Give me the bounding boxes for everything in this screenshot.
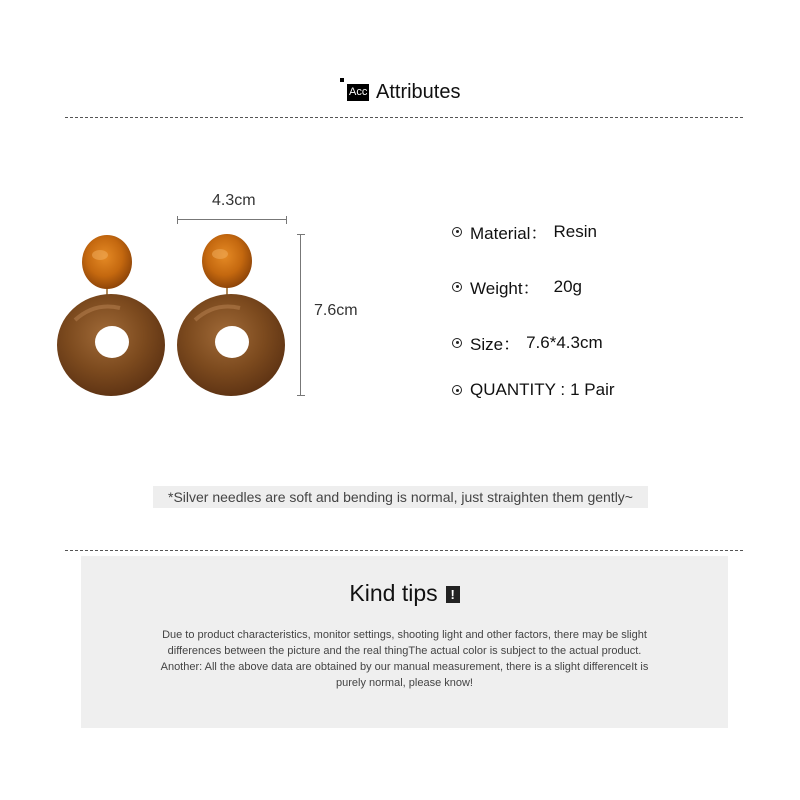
attribute-value: 7.6*4.3cm: [526, 332, 603, 352]
bullet-icon: [452, 338, 462, 348]
attribute-label: Size：: [470, 335, 521, 354]
right-earring: [177, 234, 285, 396]
tips-line: Another: All the above data are obtained by our manual measurement, there is a slight differenceIt is: [160, 661, 649, 673]
bullet-icon: [452, 385, 462, 395]
attribute-value: 20g: [553, 276, 582, 296]
header-mark: [340, 78, 344, 82]
top-divider: [65, 117, 743, 118]
attribute-label: QUANTITY :: [470, 380, 566, 399]
attribute-label: Material：: [470, 224, 548, 243]
left-earring: [57, 235, 165, 396]
width-dimension-line: [177, 219, 287, 220]
attribute-label: Weight：: [470, 279, 540, 298]
tips-line: purely normal, please know!: [336, 677, 473, 689]
attribute-value: 1 Pair: [570, 380, 615, 399]
attribute-material: [452, 219, 597, 244]
kind-tips-heading: [81, 580, 728, 607]
attribute-value: Resin: [553, 221, 597, 241]
section-header: [0, 78, 800, 108]
width-dimension-label: 4.3cm: [212, 192, 256, 209]
attribute-weight: [452, 274, 582, 299]
kind-tips-title: Kind tips: [349, 580, 438, 606]
height-dimension-line: [300, 234, 301, 396]
kind-tips-box: [81, 556, 728, 728]
care-note: *Silver needles are soft and bending is normal, just straighten them gently~: [153, 486, 648, 508]
attribute-size: [452, 330, 603, 355]
kind-tips-text: [111, 627, 698, 691]
tips-line: Due to product characteristics, monitor settings, shooting light and other factors, there may be slight: [162, 629, 647, 641]
attribute-quantity: [452, 380, 615, 400]
tips-line: differences between the picture and the real thingThe actual color is subject to the actual product.: [167, 645, 642, 657]
bottom-divider: [65, 550, 743, 551]
header-badge: Acc: [347, 84, 369, 101]
section-title: Attributes: [376, 81, 461, 103]
bullet-icon: [452, 282, 462, 292]
height-dimension-label: 7.6cm: [314, 302, 358, 319]
bullet-icon: [452, 227, 462, 237]
exclamation-icon: !: [446, 586, 460, 603]
earrings-image: [50, 225, 300, 405]
